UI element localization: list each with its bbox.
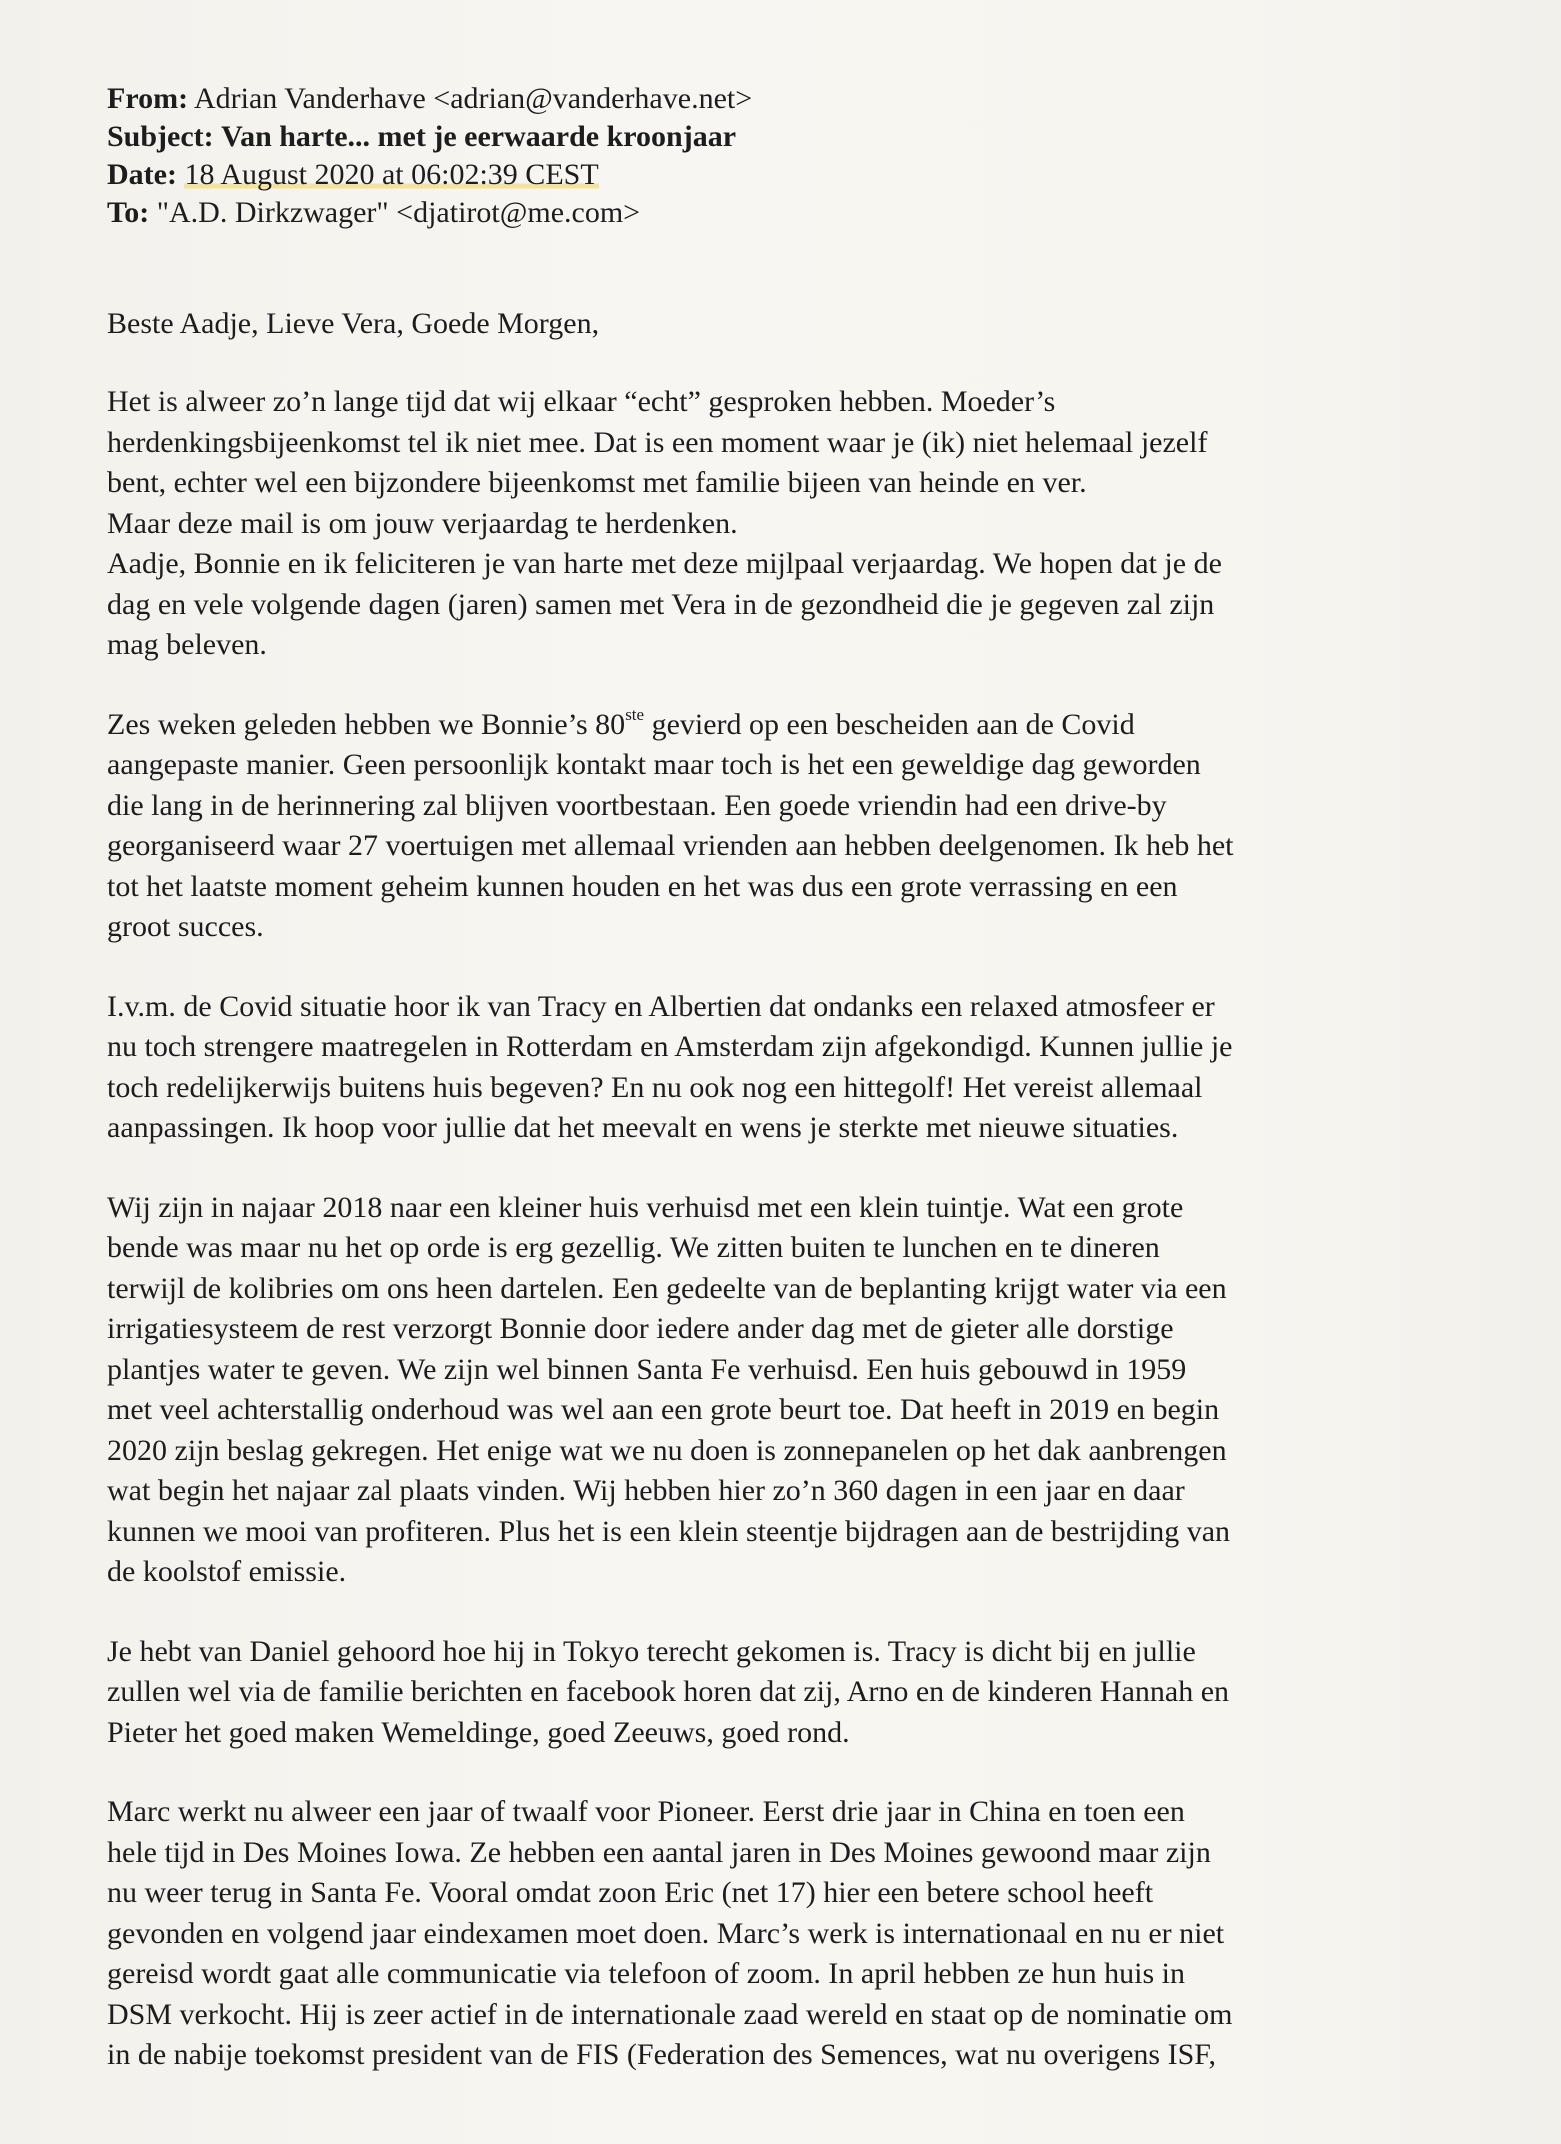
date-label: Date: [107,158,177,191]
paragraph-line: wat begin het najaar zal plaats vinden. Wij hebben hier zo’n 360 dagen in een jaar en daar [107,1474,1185,1507]
paragraph-line: nu weer terug in Santa Fe. Vooral omdat zoon Eric (net 17) hier een betere school heeft [107,1876,1154,1909]
paragraph-line: DSM verkocht. Hij is zeer actief in de internationale zaad wereld en staat op de nominatie om [107,1997,1233,2031]
paragraph-line: hele tijd in Des Moines Iowa. Ze hebben een aantal jaren in Des Moines gewoond maar zijn [107,1835,1211,1869]
paragraph-line: mag beleven. [107,628,267,661]
paragraph-line: in de nabije toekomst president van de FIS (Federation des Semences, wat nu overigens ISF, [107,2038,1217,2071]
paragraph-3 [107,987,1492,1149]
paragraph-line: irrigatiesysteem de rest verzorgt Bonnie door iedere ander dag met de gieter alle dorstige [107,1312,1174,1345]
paragraph-line: aangepaste manier. Geen persoonlijk kontakt maar toch is het een geweldige dag geworden [107,748,1201,781]
paragraph-line: bende was maar nu het op orde is erg gezellig. We zitten buiten te lunchen en te dineren [107,1231,1160,1264]
paragraph-line: aanpassingen. Ik hoop voor jullie dat het meevalt en wens je sterkte met nieuwe situaties. [107,1111,1179,1144]
from-row [107,80,1497,118]
paragraph-line: I.v.m. de Covid situatie hoor ik van Tracy en Albertien dat ondanks een relaxed atmosfeer er [107,989,1215,1023]
paragraph-line: Je hebt van Daniel gehoord hoe hij in Tokyo terecht gekomen is. Tracy is dicht bij en jullie [107,1634,1196,1668]
paragraph-line: Wij zijn in najaar 2018 naar een kleiner huis verhuisd met een klein tuintje. Wat een grote [107,1190,1184,1224]
line-text: gevierd op een bescheiden aan de Covid [644,707,1135,741]
paragraph-line: georganiseerd waar 27 voertuigen met allemaal vrienden aan hebben deelgenomen. Ik heb het [107,829,1234,862]
paragraph-line: 2020 zijn beslag gekregen. Het enige wat we nu doen is zonnepanelen op het dak aanbrengen [107,1433,1227,1467]
paragraph-6 [107,1792,1492,2076]
email-header [107,80,1497,232]
paragraph-line: Pieter het goed maken Wemeldinge, goed Zeeuws, goed rond. [107,1715,850,1749]
paragraph-line [107,705,1492,746]
paragraph-line: nu toch strengere maatregelen in Rotterdam en Amsterdam zijn afgekondigd. Kunnen jullie je [107,1030,1233,1063]
paragraph-line: Maar deze mail is om jouw verjaardag te herdenken. [107,506,738,540]
paragraph-line: Aadje, Bonnie en ik feliciteren je van harte met deze mijlpaal verjaardag. We hopen dat je de [107,547,1222,580]
paragraph-line: gereisd wordt gaat alle communicatie via telefoon of zoom. In april hebben ze hun huis in [107,1957,1185,1990]
paragraph-line: de koolstof emissie. [107,1555,347,1588]
paragraph-line: dag en vele volgende dagen (jaren) samen met Vera in de gezondheid die je gegeven zal zijn [107,587,1215,621]
to-row [107,194,1497,232]
paragraph-line: Het is alweer zo’n lange tijd dat wij elkaar “echt” gesproken hebben. Moeder’s [107,385,1056,418]
ordinal-superscript: ste [625,704,645,724]
subject-label: Subject: [107,120,214,153]
paragraph-1 [107,382,1492,666]
paragraph-line: zullen wel via de familie berichten en facebook horen dat zij, Arno en de kinderen Hannah en [107,1675,1230,1708]
paragraph-line: bent, echter wel een bijzondere bijeenkomst met familie bijeen van heinde en ver. [107,466,1087,499]
paragraph-2 [107,705,1492,948]
subject-row [107,118,1497,156]
paragraph-4 [107,1188,1492,1593]
paragraph-line: tot het laatste moment geheim kunnen houden en het was dus een grote verrassing en een [107,869,1178,903]
greeting: Beste Aadje, Lieve Vera, Goede Morgen, [107,307,600,340]
to-value: "A.D. Dirkzwager" <djatirot@me.com> [156,196,641,229]
from-value: Adrian Vanderhave <adrian@vanderhave.net> [193,82,753,115]
paragraph-line: groot succes. [107,910,264,943]
paragraph-line: herdenkingsbijeenkomst tel ik niet mee. Dat is een moment waar je (ik) niet helemaal jezelf [107,425,1208,459]
paragraph-line: met veel achterstallig onderhoud was wel aan een grote beurt toe. Dat heeft in 2019 en begin [107,1393,1220,1426]
paragraph-line: terwijl de kolibries om ons heen dartelen. Een gedeelte van de beplanting krijgt water via een [107,1271,1227,1305]
from-label: From: [107,82,189,115]
date-value: 18 August 2020 at 06:02:39 CEST [184,158,599,191]
paragraph-5 [107,1632,1492,1754]
paragraph-line: plantjes water te geven. We zijn wel binnen Santa Fe verhuisd. Een huis gebouwd in 1959 [107,1352,1187,1386]
email-printout [107,80,1497,2076]
date-row [107,156,1497,194]
paragraph-line: die lang in de herinnering zal blijven voortbestaan. Een goede vriendin had een drive-by [107,788,1167,822]
line-text: Zes weken geleden hebben we Bonnie’s 80 [107,707,626,741]
paragraph-line: toch redelijkerwijs buitens huis begeven? En nu ook nog een hittegolf! Het vereist allemaal [107,1070,1203,1104]
paragraph-line: gevonden en volgend jaar eindexamen moet doen. Marc’s werk is internationaal en nu er niet [107,1916,1225,1950]
paragraph-line: Marc werkt nu alweer een jaar of twaalf voor Pioneer. Eerst drie jaar in China en toen een [107,1795,1185,1828]
subject-value: Van harte... met je eerwaarde kroonjaar [221,120,737,153]
to-label: To: [107,196,150,229]
paragraph-line: kunnen we mooi van profiteren. Plus het is een klein steentje bijdragen aan de bestrijding van [107,1514,1231,1548]
